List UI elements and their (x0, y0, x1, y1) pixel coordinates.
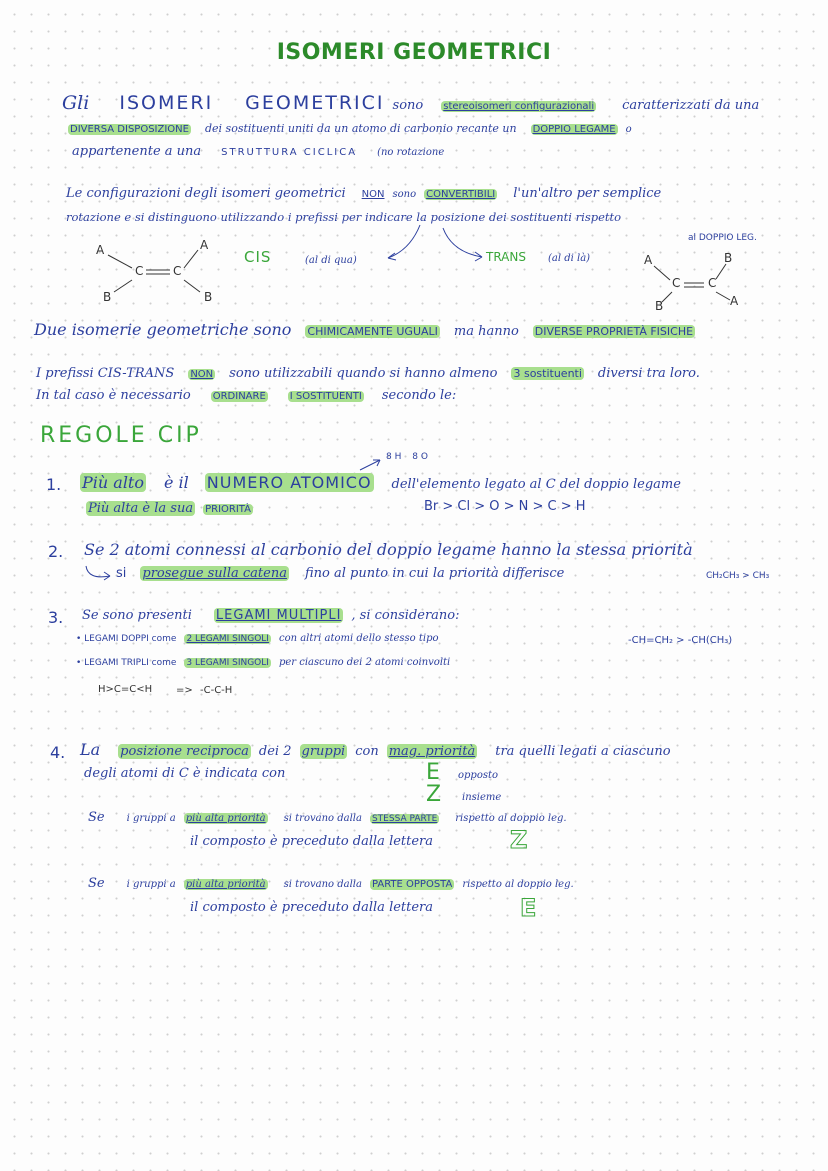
se2-highlight: più alta priorità (185, 879, 266, 890)
config-line-1 (66, 186, 661, 201)
rule2-text: si (116, 566, 127, 581)
rule4-line-2: degli atomi di C è indicata con (84, 766, 286, 781)
annotation-mark: 8 (386, 452, 392, 462)
rule4-text: dei 2 (258, 744, 292, 759)
rule1-highlight: Più alta è la sua (88, 501, 194, 516)
config-text: l'un'altro per semplice (513, 186, 662, 201)
rule3-bullet-text: • LEGAMI DOPPI come (76, 634, 177, 644)
rule3-bullet-text: per ciascuno dei 2 atomi coinvolti (278, 657, 451, 668)
rule2-line-1: Se 2 atomi connessi al carbonio del doppio legame hanno la stessa priorità (84, 540, 693, 559)
intro-line-1 (62, 92, 759, 114)
due-text: Due isomerie geometriche sono (34, 320, 292, 339)
intro-keyword: ISOMERI (119, 92, 214, 114)
config-highlight: CONVERTIBILI (426, 189, 496, 200)
trans-label: TRANS (486, 250, 526, 264)
config-text: Le configurazioni degli isomeri geometrici (66, 186, 346, 201)
due-highlight: CHIMICAMENTE UGUALI (307, 325, 438, 338)
rule2-number: 2. (48, 542, 64, 561)
se2-text: Se (88, 876, 105, 891)
prefissi-text: secondo le: (381, 388, 457, 403)
rule3-example: -CH=CH₂ > -CH(CH₃) (628, 635, 733, 646)
annotation-mark: 8 (412, 452, 418, 462)
rule3-highlight: 2 LEGAMI SINGOLI (186, 634, 269, 644)
rule4-e-letter: E (426, 760, 440, 785)
atom-label: A (730, 294, 739, 308)
rule3-bullet-1 (76, 633, 439, 644)
rule2-line-2 (116, 566, 564, 581)
config-line-3: al DOPPIO LEG. (688, 233, 757, 243)
intro-highlight: DIVERSA DISPOSIZIONE (70, 124, 189, 135)
se1-letter: Z (510, 826, 528, 854)
prefissi-highlight: I SOSTITUENTI (289, 391, 362, 402)
intro-text: STRUTTURA CICLICA (221, 147, 358, 158)
atom-label: B (204, 290, 213, 304)
rule3-number: 3. (48, 608, 64, 627)
rule4-highlight: posizione reciproca (120, 744, 249, 759)
page-title: ISOMERI GEOMETRICI (276, 40, 552, 65)
intro-highlight: stereoisomeri configurazionali (443, 101, 595, 112)
rule1-highlight: PRIORITÀ (205, 504, 251, 515)
se2-highlight: PARTE OPPOSTA (371, 879, 453, 890)
rule2-example: CH₂CH₃ > CH₃ (706, 571, 770, 581)
rule3-bullet-2 (76, 657, 450, 668)
cis-note: (al di qua) (305, 255, 357, 266)
rule3-formula-left: H>C=C<H (98, 684, 153, 695)
rule4-line-1 (80, 740, 671, 759)
rule4-number: 4. (50, 743, 66, 762)
rule4-highlight: mag. priorità (388, 744, 476, 759)
rule4-highlight: gruppi (301, 744, 346, 759)
rule1-line-1 (80, 473, 681, 492)
config-text: sono (392, 189, 417, 200)
intro-text: dei sostituenti uniti da un atomo di carbonio recante un (204, 122, 517, 135)
atom-label: C (173, 264, 182, 278)
rule2-highlight: prosegue sulla catena (142, 566, 287, 581)
atom-label: A (644, 253, 653, 267)
rule1-highlight: NUMERO ATOMICO (206, 473, 372, 492)
intro-text: o (625, 124, 632, 135)
atom-label: B (103, 290, 112, 304)
atom-label: A (200, 238, 209, 252)
rule3-bullet-text: • LEGAMI TRIPLI come (76, 658, 177, 668)
se1-text: si trovano dalla (283, 813, 362, 824)
rule3-text: , si considerano: (351, 608, 460, 623)
rule4-text: tra quelli legati a ciascuno (495, 744, 671, 759)
trans-note: (al di là) (548, 253, 591, 264)
rule3-formula-right: -C-C-H (200, 685, 233, 696)
intro-line-3 (72, 144, 444, 159)
rule4-z-meaning: insieme (462, 792, 502, 803)
cis-label: CIS (244, 248, 272, 266)
prefissi-highlight: 3 sostituenti (513, 367, 582, 380)
atom-label: C (708, 276, 717, 290)
prefissi-highlight: ORDINARE (212, 391, 266, 402)
se2-text: rispetto al doppio leg. (462, 879, 574, 890)
intro-highlight: DOPPIO LEGAME (532, 124, 616, 135)
intro-text: sono (392, 98, 424, 113)
rule4-text: La (80, 740, 101, 759)
intro-text: Gli (62, 92, 90, 114)
rule1-text: dell'elemento legato al C del doppio legame (391, 477, 681, 492)
se1-text: i gruppi a (126, 813, 176, 824)
atom-label: B (655, 299, 664, 313)
prefissi-text: I prefissi CIS-TRANS (36, 366, 175, 381)
prefissi-text: In tal caso è necessario (36, 388, 191, 403)
se1-line-2: il composto è preceduto dalla lettera (190, 834, 434, 849)
atom-label: B (724, 251, 733, 265)
rule3-text: Se sono presenti (82, 608, 192, 623)
se2-line-1 (88, 876, 574, 891)
rule3-formula-arrow: => (176, 685, 193, 696)
rule4-text: con (355, 744, 379, 759)
rule3-highlight: 3 LEGAMI SINGOLI (186, 658, 269, 668)
intro-keyword: GEOMETRICI (245, 92, 385, 114)
se2-text: si trovano dalla (283, 879, 362, 890)
due-highlight: DIVERSE PROPRIETÀ FISICHE (534, 325, 694, 338)
rule3-line-1 (82, 608, 460, 623)
se1-text: rispetto al doppio leg. (455, 813, 567, 824)
se1-line-1 (88, 810, 567, 825)
se2-text: i gruppi a (126, 879, 176, 890)
rule1-line-2 (86, 501, 253, 516)
atom-label: A (96, 243, 105, 257)
annotation-mark: H (394, 452, 402, 462)
rule1-text: è il (164, 473, 189, 492)
atom-label: C (672, 276, 681, 290)
rule4-z-letter: Z (426, 782, 442, 807)
due-line (34, 320, 695, 339)
rule1-order: Br > Cl > O > N > C > H (424, 499, 586, 514)
rule4-e-meaning: opposto (458, 770, 499, 781)
regole-heading: REGOLE CIP (40, 423, 202, 448)
intro-text: caratterizzati da una (622, 98, 760, 113)
config-line-2: rotazione e si distinguono utilizzando i prefissi per indicare la posizione dei sostituenti rispetto (66, 210, 622, 224)
prefissi-line-1 (36, 366, 700, 381)
rule1-highlight: Più alto (82, 473, 144, 492)
rule1-number: 1. (46, 475, 62, 494)
se2-line-2: il composto è preceduto dalla lettera (190, 900, 434, 915)
annotation-mark: O (420, 452, 428, 462)
due-text: ma hanno (453, 324, 519, 339)
prefissi-line-2 (36, 388, 456, 403)
rule1-annotation (386, 452, 428, 462)
intro-text: (no rotazione (377, 147, 445, 158)
atom-label: C (135, 264, 144, 278)
se1-text: Se (88, 810, 105, 825)
rule2-arrow (0, 0, 1, 1)
rule3-highlight: LEGAMI MULTIPLI (215, 608, 342, 623)
intro-line-2 (68, 122, 632, 135)
intro-text: appartenente a una (72, 144, 202, 159)
rule3-bullet-text: con altri atomi dello stesso tipo (278, 633, 439, 644)
se1-highlight: STESSA PARTE (371, 814, 438, 824)
prefissi-text: sono utilizzabili quando si hanno almeno (229, 366, 498, 381)
se1-highlight: più alta priorità (185, 813, 266, 824)
prefissi-text: diversi tra loro. (597, 366, 700, 381)
rule2-text: fino al punto in cui la priorità differisce (304, 566, 565, 581)
se2-letter: E (520, 894, 537, 922)
config-keyword: NON (361, 189, 385, 200)
prefissi-highlight: NON (190, 369, 214, 380)
